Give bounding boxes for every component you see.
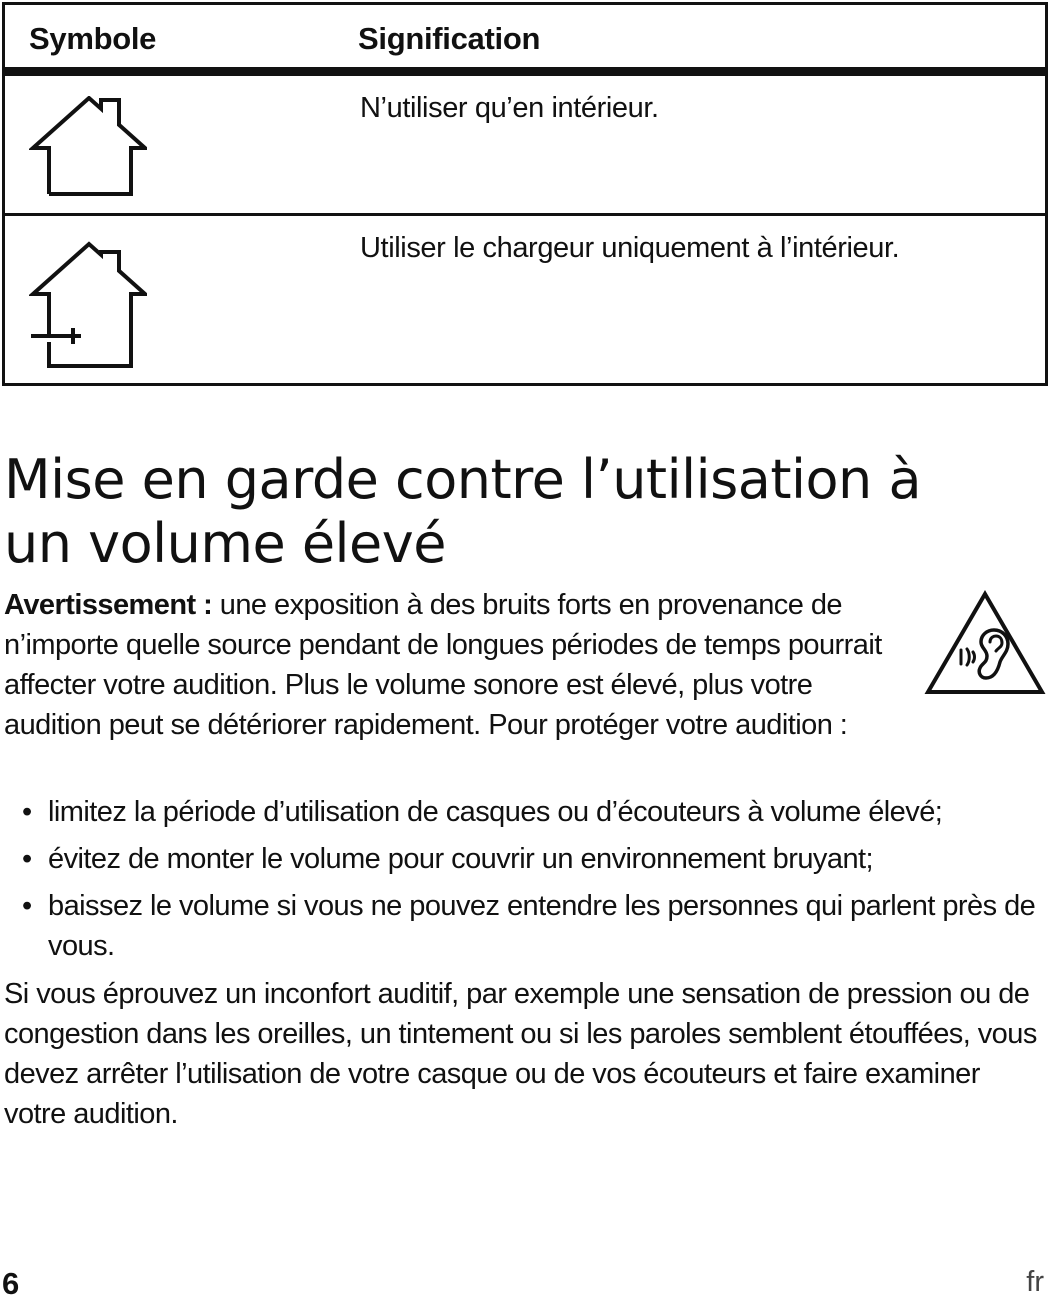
advice-paragraph: Si vous éprouvez un inconfort auditif, par exemple une sensation de pression ou de congestion dans les oreilles, un tintement ou si les paroles semblent étouffées, vous devez arrêter l’utilisation de votre casque ou de vos écouteurs et faire examiner votre audition. bbox=[4, 978, 1037, 1130]
warning-text: une exposition à des bruits forts en provenance de n’importe quelle source pendant de longues périodes de temps pourrait affecter votre audition. Plus le volume sonore est élevé, plus votre audition peut se détériorer rapidement. Pour protéger votre audition : bbox=[4, 589, 882, 741]
list-item bbox=[4, 886, 1044, 966]
meaning-column-header: Signification bbox=[358, 21, 541, 56]
list-item-text: baissez le volume si vous ne pouvez entendre les personnes qui parlent près de vous. bbox=[48, 890, 1036, 962]
list-item-text: limitez la période d’utilisation de casques ou d’écouteurs à volume élevé; bbox=[48, 796, 943, 828]
row-meaning-text: Utiliser le chargeur uniquement à l’intérieur. bbox=[360, 232, 900, 264]
indoor-use-house-icon bbox=[29, 96, 147, 201]
section-title: Mise en garde contre l’utilisation à un volume élevé bbox=[4, 448, 922, 575]
bullet: • bbox=[22, 796, 32, 828]
row-meaning-text: N’utiliser qu’en intérieur. bbox=[360, 92, 659, 124]
table-row bbox=[5, 216, 1045, 383]
indoor-charger-house-icon bbox=[29, 240, 147, 373]
table-row bbox=[5, 76, 1045, 216]
warning-label: Avertissement : bbox=[4, 589, 213, 621]
list-item bbox=[4, 792, 1044, 832]
hearing-warning-icon bbox=[924, 590, 1046, 701]
language-code: fr bbox=[1026, 1266, 1044, 1298]
symbol-column-header: Symbole bbox=[29, 21, 157, 56]
page-number: 6 bbox=[2, 1266, 20, 1301]
symbol-table bbox=[2, 2, 1048, 386]
bullet: • bbox=[22, 843, 32, 875]
list-item bbox=[4, 839, 1044, 879]
table-header bbox=[5, 5, 1045, 76]
hearing-advice-list bbox=[4, 792, 1044, 973]
warning-paragraph bbox=[4, 585, 884, 745]
list-item-text: évitez de monter le volume pour couvrir un environnement bruyant; bbox=[48, 843, 874, 875]
bullet: • bbox=[22, 890, 32, 922]
